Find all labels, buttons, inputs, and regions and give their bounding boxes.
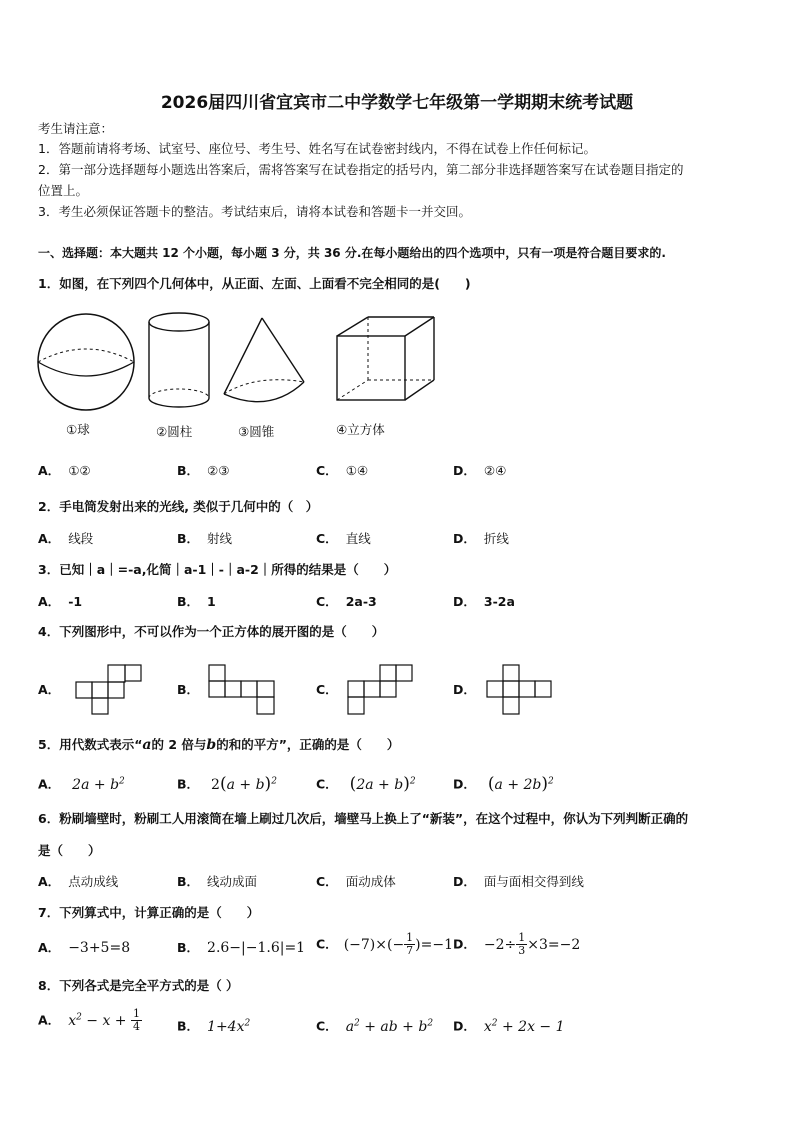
q3-stem: 3．已知｜a｜=-a,化简｜a-1｜-｜a-2｜所得的结果是（ ） [38, 562, 397, 577]
q4-option-d[interactable]: D． [453, 682, 476, 697]
q7-option-d[interactable]: D． −2÷ $\frac{1}{3}$ ×3=−2 [453, 931, 581, 957]
cube-figure [334, 314, 438, 404]
q2-stem: 2．手电筒发射出来的光线, 类似于几何中的（ ） [38, 499, 319, 514]
net-figure-c [346, 664, 416, 718]
q6-option-a[interactable]: A． 点动成线 [38, 874, 119, 889]
page-title: 2026届四川省宜宾市二中学数学七年级第一学期期末统考试题 [160, 93, 634, 113]
q2-option-b[interactable]: B． 射线 [177, 531, 233, 546]
q6-option-b[interactable]: B． 线动成面 [177, 874, 258, 889]
q8-option-d[interactable]: D． $x^2 + 2x - 1$ [453, 1018, 565, 1035]
q7-option-a[interactable]: A． −3+5=8 [38, 940, 131, 956]
q1-option-d[interactable]: D． ②④ [453, 463, 507, 478]
q6-stem-line-2: 是（ ） [38, 843, 101, 858]
q7-stem: 7．下列算式中，计算正确的是（ ） [38, 905, 260, 920]
q4-option-a[interactable]: A． [38, 682, 61, 697]
q8-option-c[interactable]: C． $a^2$ + ab + $b^2$ [316, 1018, 434, 1035]
q3-option-c[interactable]: C． 2a-3 [316, 594, 377, 609]
q8-stem: 8．下列各式是完全平方式的是（ ） [38, 978, 239, 993]
q5-stem: 5．用代数式表示“a的 2 倍与b的和的平方”，正确的是（ ） [38, 737, 400, 753]
cylinder-label: ②圆柱 [156, 424, 193, 439]
notice-heading: 考生请注意： [38, 121, 114, 136]
q5-option-b[interactable]: B． $2(a + b)^2$ [177, 773, 277, 794]
q5-option-c[interactable]: C． $(2a + b)^2$ [316, 773, 416, 794]
notice-line-2: 2．第一部分选择题每小题选出答案后，需将答案写在试卷指定的括号内，第二部分非选择题答案写在试卷题目指定的 [38, 162, 684, 177]
net-figure-a [74, 664, 144, 718]
q1-stem: 1．如图，在下列四个几何体中，从正面、左面、上面看不完全相同的是( ) [38, 276, 471, 291]
cone-label: ③圆锥 [238, 424, 275, 439]
notice-line-4: 3．考生必须保证答题卡的整洁。考试结束后，请将本试卷和答题卡一并交回。 [38, 204, 471, 219]
net-figure-b [207, 664, 279, 718]
notice-line-3: 位置上。 [38, 183, 89, 198]
q3-option-b[interactable]: B． 1 [177, 594, 216, 609]
q8-option-a[interactable]: A． $x^2 - x$ + $\frac{1}{4}$ [38, 1007, 140, 1033]
cylinder-figure [144, 310, 214, 410]
q4-stem: 4．下列图形中，不可以作为一个正方体的展开图的是（ ） [38, 624, 385, 639]
q2-option-a[interactable]: A． 线段 [38, 531, 94, 546]
q5-option-d[interactable]: D． $(a + 2b)^2$ [453, 773, 554, 794]
q2-option-c[interactable]: C． 直线 [316, 531, 371, 546]
q7-option-c[interactable]: C． (−7)×(− $\frac{1}{7}$ )=−1 [316, 931, 454, 957]
q6-stem-line-1: 6．粉刷墙壁时，粉刷工人用滚筒在墙上刷过几次后，墙壁马上换上了“新装”，在这个过程中，你认为下列判断正确的 [38, 811, 689, 826]
section-heading: 一、选择题：本大题共 12 个小题，每小题 3 分，共 36 分.在每小题给出的四个选项中，只有一项是符合题目要求的. [38, 246, 666, 260]
sphere-label: ①球 [66, 422, 90, 437]
q3-option-a[interactable]: A． -1 [38, 594, 83, 609]
q3-option-d[interactable]: D． 3-2a [453, 594, 515, 609]
net-figure-d [485, 664, 557, 718]
q7-option-b[interactable]: B． 2.6−|−1.6|=1 [177, 940, 306, 956]
q4-option-c[interactable]: C． [316, 682, 338, 697]
q2-option-d[interactable]: D． 折线 [453, 531, 509, 546]
cube-label: ④立方体 [336, 422, 385, 437]
q4-option-b[interactable]: B． [177, 682, 200, 697]
q6-option-c[interactable]: C． 面动成体 [316, 874, 396, 889]
q1-option-c[interactable]: C． ①④ [316, 463, 369, 478]
q1-option-a[interactable]: A． ①② [38, 463, 91, 478]
q5-option-a[interactable]: A． $2a + b^2$ [38, 776, 125, 793]
cone-figure [220, 316, 310, 411]
notice-line-1: 1．答题前请将考场、试室号、座位号、考生号、姓名写在试卷密封线内，不得在试卷上作任何标记。 [38, 141, 596, 156]
q6-option-d[interactable]: D． 面与面相交得到线 [453, 874, 584, 889]
q1-option-b[interactable]: B． ②③ [177, 463, 230, 478]
q8-option-b[interactable]: B． $1+4x^2$ [177, 1018, 251, 1035]
sphere-figure [34, 312, 142, 412]
